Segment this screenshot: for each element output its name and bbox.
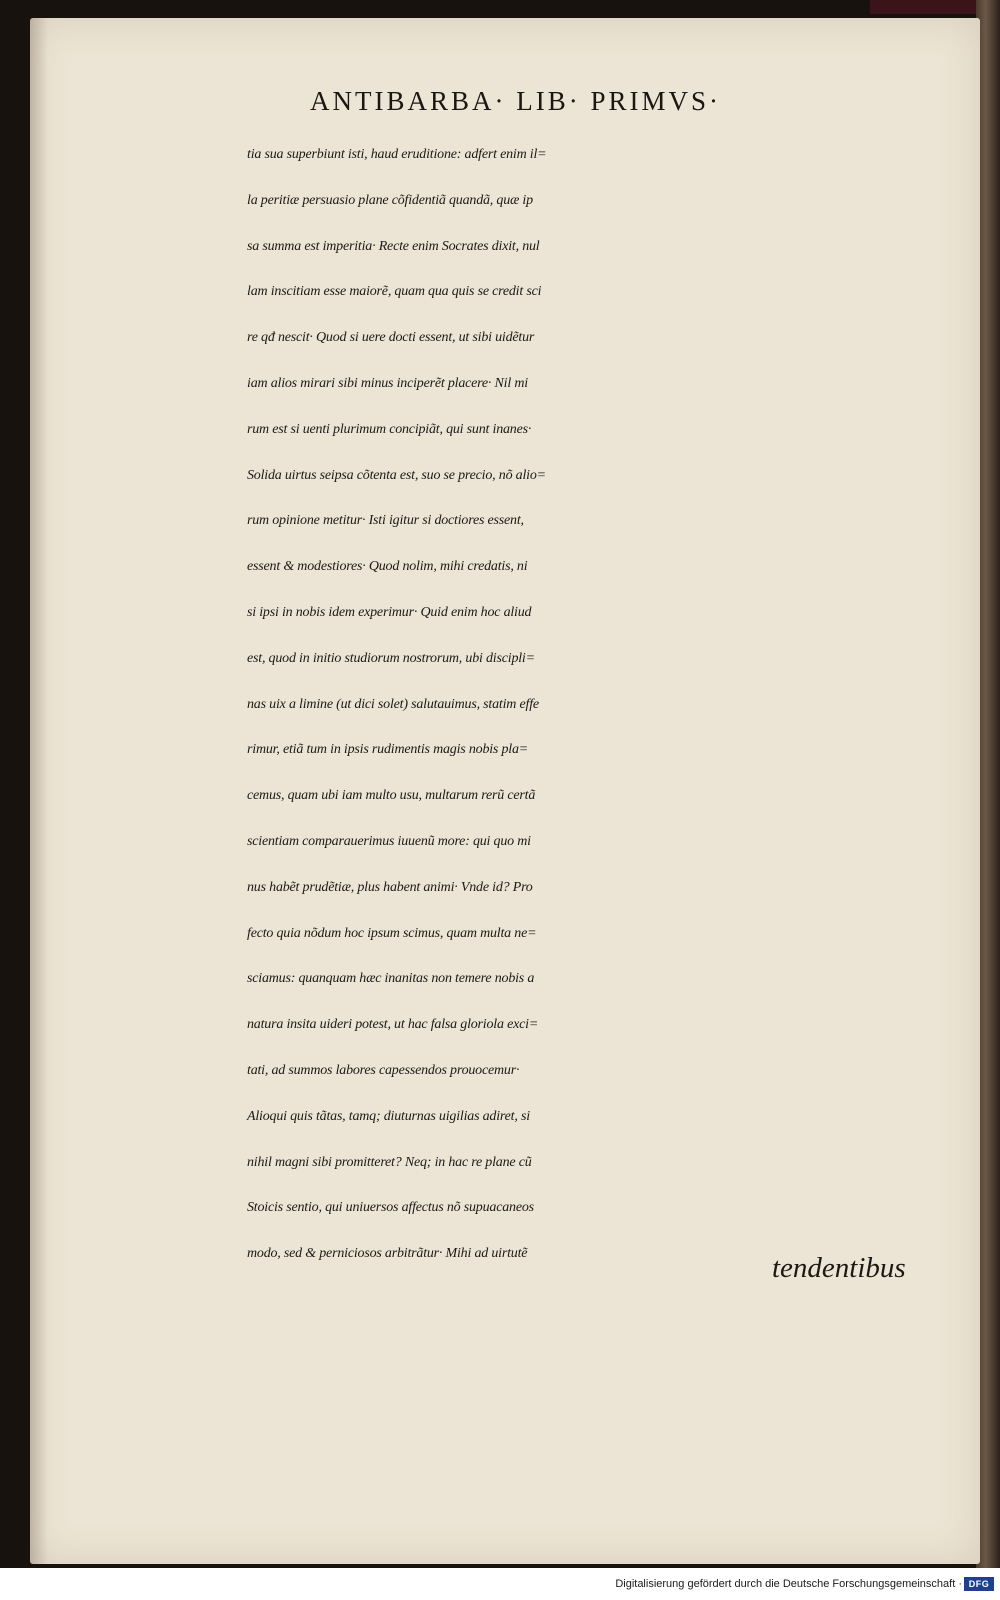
- text-line: re qđ nescit· Quod si uere docti essent, ut sibi uidẽtur: [247, 330, 535, 346]
- catchword: tendentibus: [772, 1252, 906, 1284]
- text-line: nas uix a limine (ut dici solet) salutauimus, statim effe: [247, 696, 539, 712]
- text-line: est, quod in initio studiorum nostrorum, ubi discipli=: [247, 650, 535, 666]
- dfg-logo: DFG: [964, 1577, 994, 1591]
- text-line: rum opinione metitur· Isti igitur si doctiores essent,: [247, 513, 524, 529]
- text-line: Stoicis sentio, qui uniuersos affectus nõ supuacaneos: [247, 1200, 534, 1216]
- text-line: tati, ad summos labores capessendos prouocemur·: [247, 1062, 520, 1078]
- text-line: sa summa est imperitia· Recte enim Socrates dixit, nul: [247, 238, 540, 254]
- text-line: la peritiæ persuasio plane cõfidentiã quandã, quæ ip: [247, 192, 533, 208]
- text-line: rum est si uenti plurimum concipiãt, qui sunt inanes·: [247, 421, 532, 437]
- text-line: modo, sed & perniciosos arbitrãtur· Mihi ad uirtutẽ: [247, 1246, 528, 1262]
- text-line: scientiam comparauerimus iuuenũ more: qui quo mi: [247, 833, 531, 849]
- text-line: sciamus: quanquam hæc inanitas non temere nobis a: [247, 971, 535, 987]
- text-line: rimur, etiã tum in ipsis rudimentis magis nobis pla=: [247, 742, 529, 758]
- text-line: si ipsi in nobis idem experimur· Quid enim hoc aliud: [247, 604, 532, 620]
- funding-credit: Digitalisierung gefördert durch die Deutsche Forschungsgemeinschaft ·: [615, 1578, 962, 1590]
- text-line: Alioqui quis tãtas, tamq; diuturnas uigilias adiret, si: [247, 1108, 530, 1124]
- text-line: natura insita uideri potest, ut hac falsa gloriola exci=: [247, 1017, 539, 1033]
- running-head: ANTIBARBA· LIB· PRIMVS·: [310, 86, 722, 116]
- text-line: nus habẽt prudẽtiæ, plus habent animi· Vnde id? Pro: [247, 879, 533, 895]
- text-line: Solida uirtus seipsa cõtenta est, suo se precio, nõ alio=: [247, 467, 546, 483]
- text-line: essent & modestiores· Quod nolim, mihi credatis, ni: [247, 559, 528, 575]
- text-line: nihil magni sibi promitteret? Neq; in hac re plane cũ: [247, 1154, 532, 1170]
- text-line: tia sua superbiunt isti, haud eruditione: adfert enim il=: [247, 147, 547, 162]
- text-line: lam inscitiam esse maiorẽ, quam qua quis se credit sci: [247, 284, 542, 300]
- text-block: [247, 132, 947, 1277]
- text-line: cemus, quam ubi iam multo usu, multarum rerũ certã: [247, 788, 536, 804]
- text-line: iam alios mirari sibi minus inciperẽt placere· Nil mi: [247, 375, 528, 391]
- text-line: fecto quia nõdum hoc ipsum scimus, quam multa ne=: [247, 925, 537, 941]
